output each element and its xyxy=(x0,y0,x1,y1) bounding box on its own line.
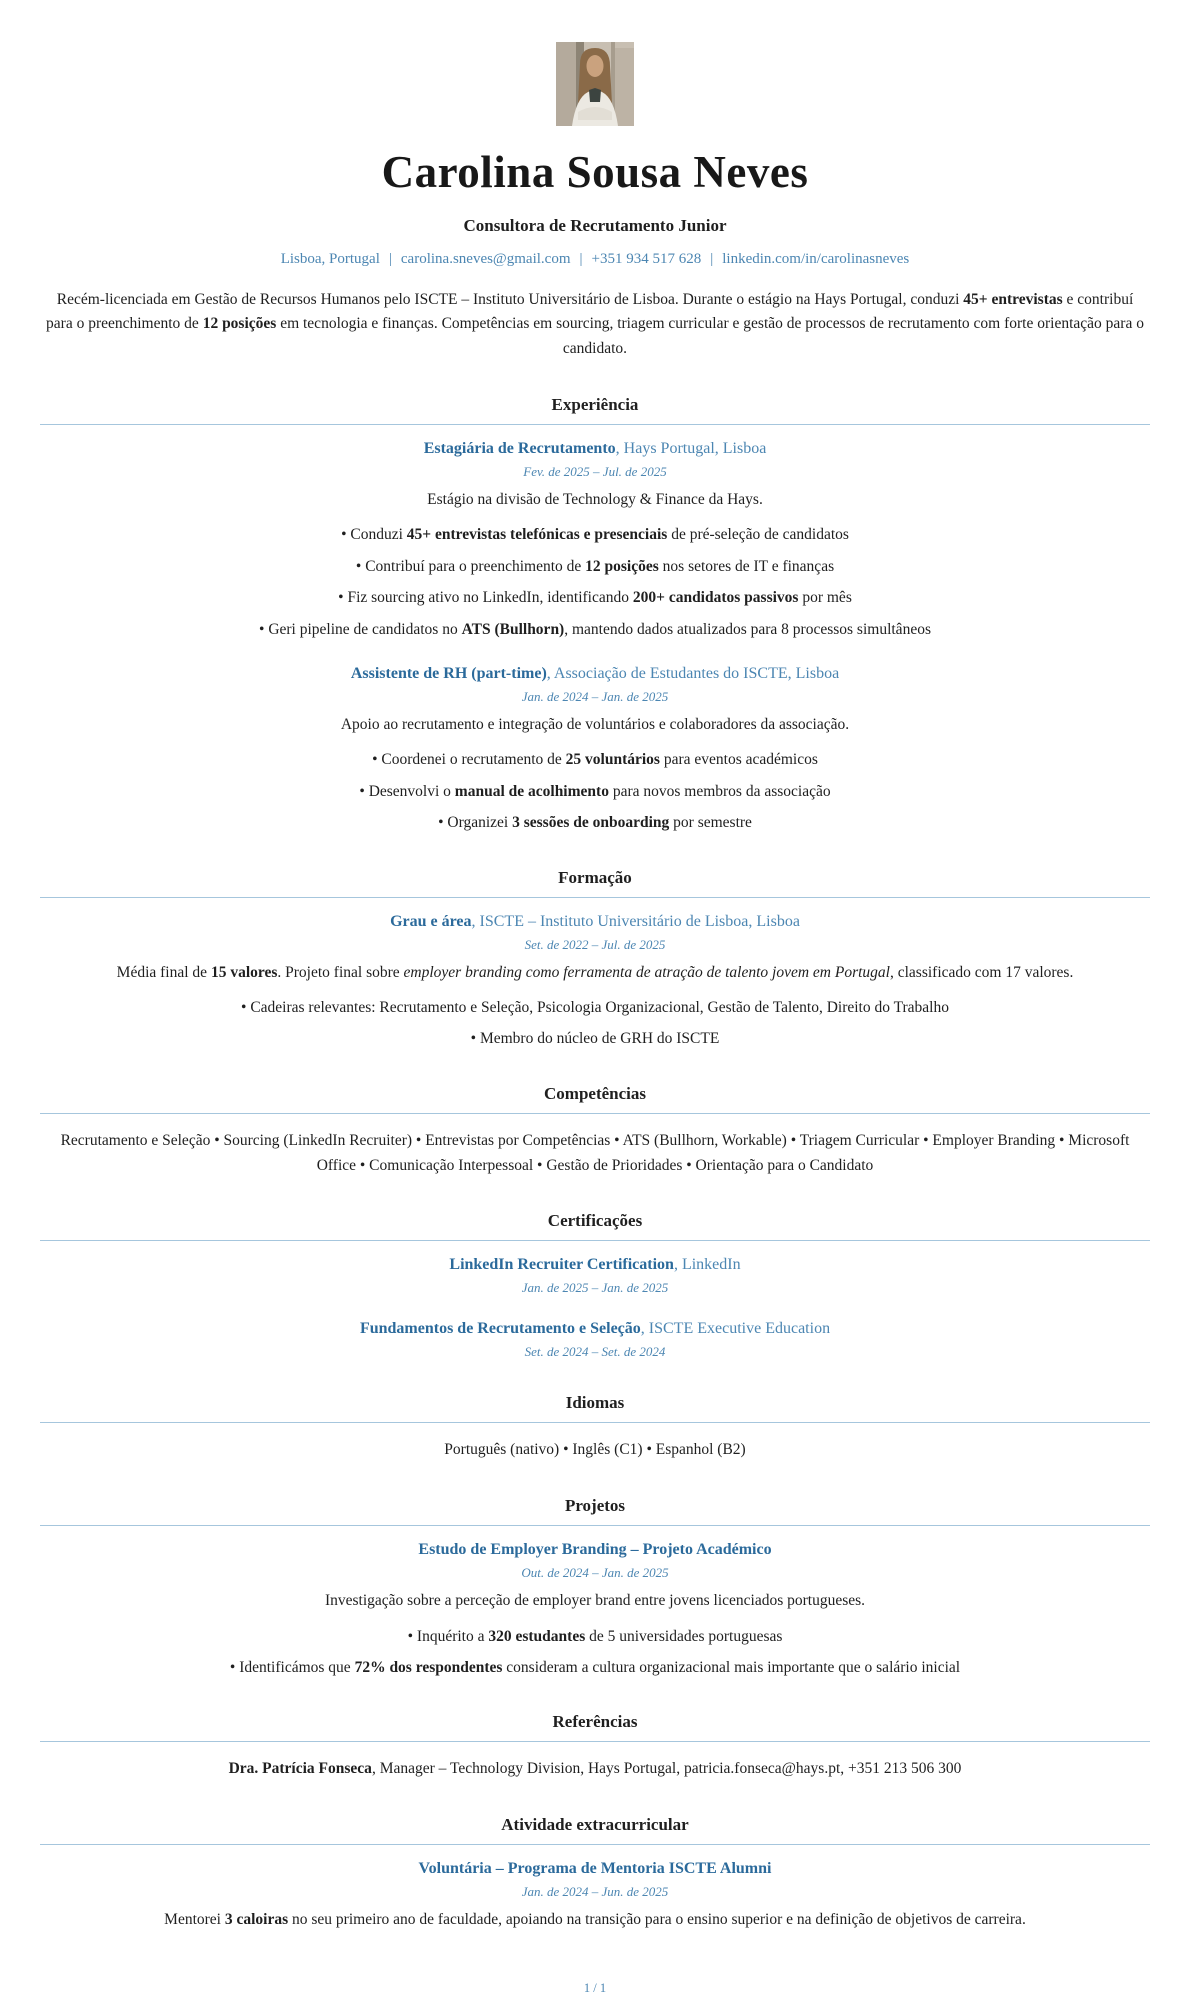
bullet-list xyxy=(40,997,1150,1051)
section-education xyxy=(40,868,1150,1051)
entry-title: LinkedIn Recruiter Certification, LinkedIn xyxy=(449,1256,741,1274)
entry-title: Voluntária – Programa de Mentoria ISCTE Alumni xyxy=(418,1860,772,1878)
contact-linkedin[interactable]: linkedin.com/in/carolinasneves xyxy=(722,250,910,267)
experience-entry xyxy=(40,440,1150,641)
bullet-item: • Identificámos que 72% dos respondentes consideram a cultura organizacional mais importante que o salário inicial xyxy=(40,1657,1150,1679)
bullet-item: • Fiz sourcing ativo no LinkedIn, identificando 200+ candidatos passivos por mês xyxy=(40,587,1150,609)
heading-rule xyxy=(40,424,1150,425)
summary-text: Recém-licenciada em Gestão de Recursos Humanos pelo ISCTE – Instituto Universitário de Lisboa. Durante o estágio na Hays Portugal, conduzi 45+ entrevistas e contribuí para o preenchimento de 12 posições em tecnologia e finanças. Competências em sourcing, triagem curricular e gestão de processos de recrutamento com forte orientação para o candidato. xyxy=(46,290,1144,358)
contact-phone[interactable]: +351 934 517 628 xyxy=(591,250,702,267)
section-heading-education: Formação xyxy=(558,867,632,887)
section-heading-extracurricular: Atividade extracurricular xyxy=(501,1815,689,1835)
contact-separator: | xyxy=(388,250,392,267)
section-heading-skills: Competências xyxy=(544,1083,646,1103)
languages-text: Português (nativo) • Inglês (C1) • Espanhol (B2) xyxy=(444,1441,746,1459)
section-projects xyxy=(40,1496,1150,1679)
bullet-item: • Membro do núcleo de GRH do ISCTE xyxy=(40,1028,1150,1050)
heading-rule xyxy=(40,897,1150,898)
bullet-item: • Inquérito a 320 estudantes de 5 universidades portuguesas xyxy=(40,1626,1150,1648)
entry-description: Média final de 15 valores. Projeto final sobre employer branding como ferramenta de atração de talento jovem em Portugal, classificado com 17 valores. xyxy=(116,963,1074,981)
contact-separator: | xyxy=(710,250,714,267)
bullet-item: • Organizei 3 sessões de onboarding por semestre xyxy=(40,812,1150,834)
entry-dates: Fev. de 2025 – Jul. de 2025 xyxy=(523,463,667,479)
heading-rule xyxy=(40,1113,1150,1114)
contact-location: Lisboa, Portugal xyxy=(280,250,380,267)
entry-title: Grau e área, ISCTE – Instituto Universitário de Lisboa, Lisboa xyxy=(390,912,800,930)
section-heading-certifications: Certificações xyxy=(547,1211,643,1231)
entry-title: Estudo de Employer Branding – Projeto Académico xyxy=(418,1541,772,1559)
skills-text: Recrutamento e Seleção • Sourcing (LinkedIn Recruiter) • Entrevistas por Competências • ATS (Bullhorn, Workable) • Triagem Curricular • Employer Branding • Microsoft Office • Comunicação Interpessoal • Gestão de Prioridades • Orientação para o Candidato xyxy=(60,1131,1130,1174)
experience-entry xyxy=(40,665,1150,835)
contact-line xyxy=(40,251,1150,268)
section-heading-references: Referências xyxy=(552,1712,638,1732)
entry-dates: Set. de 2024 – Set. de 2024 xyxy=(524,1344,666,1360)
section-heading-languages: Idiomas xyxy=(565,1393,625,1413)
entry-title: Fundamentos de Recrutamento e Seleção, ISCTE Executive Education xyxy=(359,1320,831,1338)
extracurricular-entry xyxy=(40,1860,1150,1931)
bullet-list xyxy=(40,524,1150,641)
section-experience xyxy=(40,395,1150,835)
bullet-list xyxy=(40,1626,1150,1680)
bullet-list xyxy=(40,749,1150,834)
bullet-item: • Conduzi 45+ entrevistas telefónicas e presenciais de pré-seleção de candidatos xyxy=(40,524,1150,546)
entry-title: Estagiária de Recrutamento, Hays Portugal, Lisboa xyxy=(423,439,767,457)
heading-rule xyxy=(40,1844,1150,1845)
heading-rule xyxy=(40,1422,1150,1423)
profile-photo-image xyxy=(556,42,634,126)
bullet-item: • Desenvolvi o manual de acolhimento para novos membros da associação xyxy=(40,781,1150,803)
entry-description: Investigação sobre a perceção de employer brand entre jovens licenciados portugueses. xyxy=(324,1592,866,1610)
project-entry xyxy=(40,1541,1150,1679)
section-heading-projects: Projetos xyxy=(564,1496,626,1516)
contact-email[interactable]: carolina.sneves@gmail.com xyxy=(400,250,571,267)
section-certifications xyxy=(40,1211,1150,1360)
entry-description: Estágio na divisão de Technology & Finance da Hays. xyxy=(427,490,763,508)
heading-rule xyxy=(40,1240,1150,1241)
entry-dates: Jan. de 2024 – Jun. de 2025 xyxy=(521,1884,669,1900)
entry-description: Mentorei 3 caloiras no seu primeiro ano de faculdade, apoiando na transição para o ensino superior e na definição de objetivos de carreira. xyxy=(164,1911,1026,1929)
bullet-item: • Coordenei o recrutamento de 25 voluntários para eventos académicos xyxy=(40,749,1150,771)
entry-description: Apoio ao recrutamento e integração de voluntários e colaboradores da associação. xyxy=(340,716,850,734)
entry-dates: Out. de 2024 – Jan. de 2025 xyxy=(521,1565,669,1581)
profile-photo xyxy=(556,42,634,126)
candidate-name: Carolina Sousa Neves xyxy=(381,147,809,197)
entry-dates: Set. de 2022 – Jul. de 2025 xyxy=(524,936,666,952)
entry-dates: Jan. de 2024 – Jan. de 2025 xyxy=(521,689,669,705)
entry-dates: Jan. de 2025 – Jan. de 2025 xyxy=(521,1280,669,1296)
page-number: 1 / 1 xyxy=(583,1981,607,1996)
section-skills xyxy=(40,1084,1150,1179)
bullet-item: • Cadeiras relevantes: Recrutamento e Seleção, Psicologia Organizacional, Gestão de Talento, Direito do Trabalho xyxy=(40,997,1150,1019)
section-references xyxy=(40,1712,1150,1782)
section-languages xyxy=(40,1393,1150,1463)
entry-title: Assistente de RH (part-time), Associação de Estudantes do ISCTE, Lisboa xyxy=(350,665,840,683)
education-entry xyxy=(40,913,1150,1051)
heading-rule xyxy=(40,1741,1150,1742)
certification-entry xyxy=(40,1256,1150,1296)
bullet-item: • Geri pipeline de candidatos no ATS (Bullhorn), mantendo dados atualizados para 8 processos simultâneos xyxy=(40,619,1150,641)
heading-rule xyxy=(40,1525,1150,1526)
certification-entry xyxy=(40,1320,1150,1360)
bullet-item: • Contribuí para o preenchimento de 12 posições nos setores de IT e finanças xyxy=(40,556,1150,578)
job-title: Consultora de Recrutamento Junior xyxy=(463,215,727,235)
section-extracurricular xyxy=(40,1815,1150,1931)
contact-separator: | xyxy=(579,250,583,267)
references-line: Dra. Patrícia Fonseca, Manager – Technology Division, Hays Portugal, patricia.fonseca@hays.pt, +351 213 506 300 xyxy=(228,1760,962,1778)
section-heading-experience: Experiência xyxy=(551,394,639,414)
